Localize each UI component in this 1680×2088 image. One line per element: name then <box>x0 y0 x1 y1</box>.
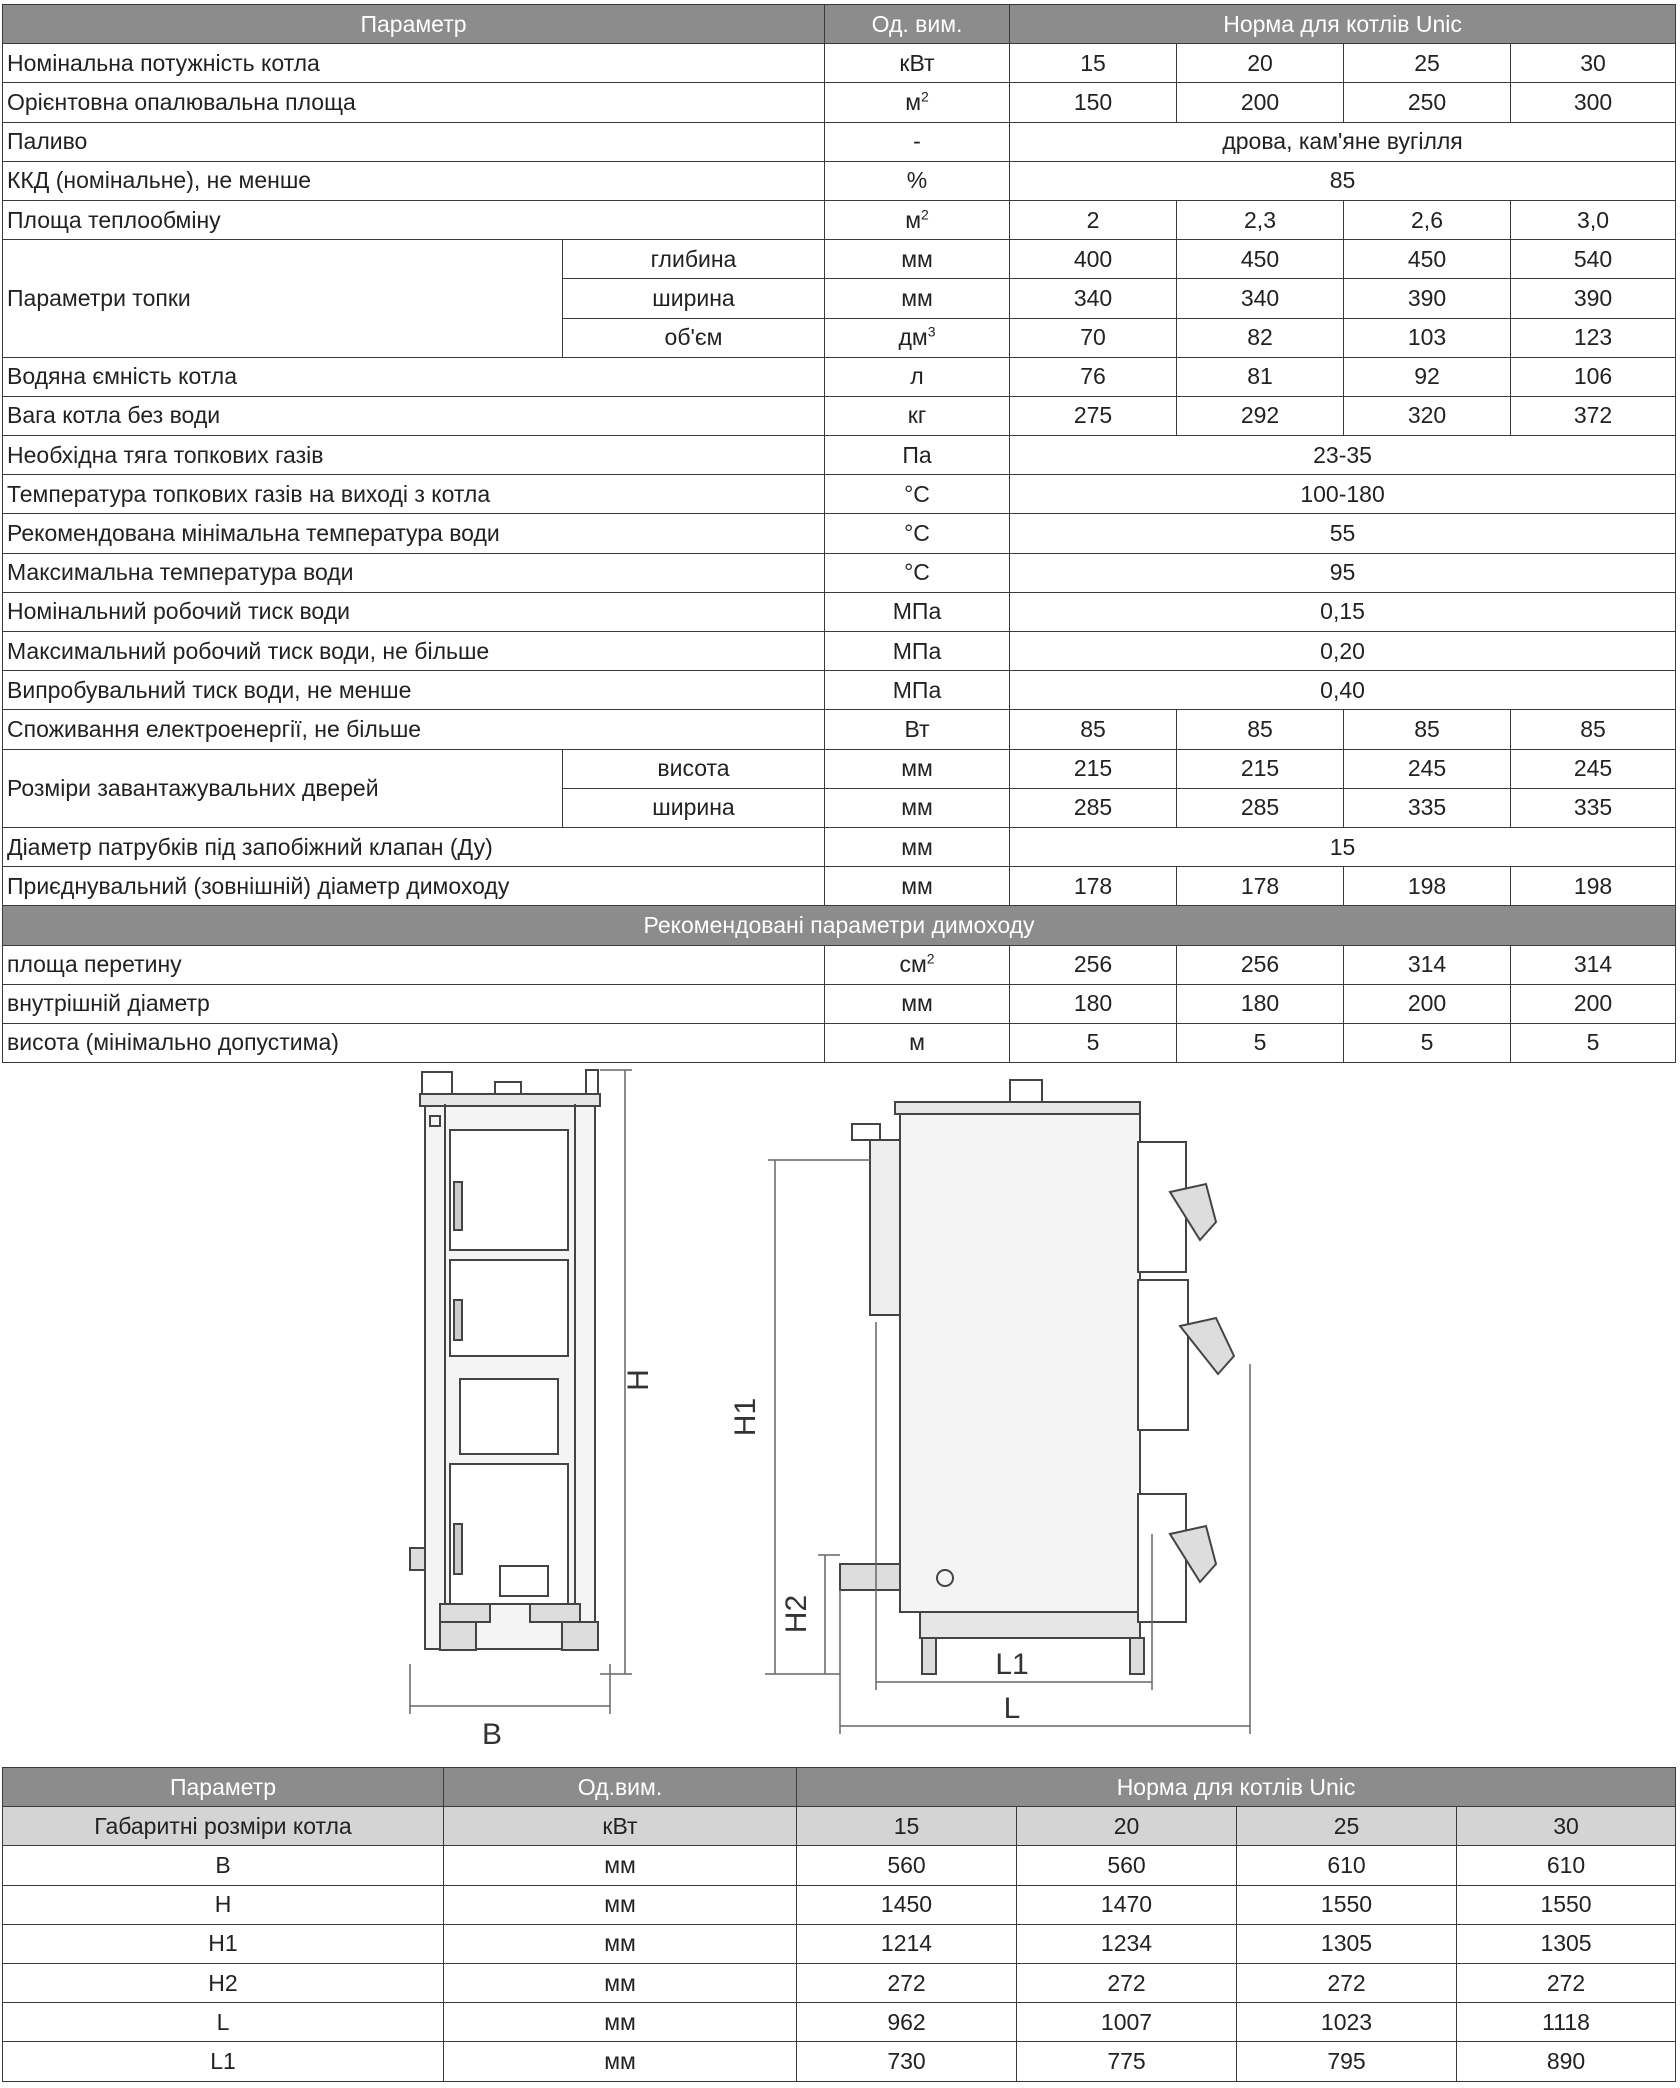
value-cell: 314 <box>1344 945 1511 984</box>
sub-label: ширина <box>563 279 825 318</box>
table-row <box>3 827 1676 866</box>
value-cell: 2,3 <box>1177 200 1344 239</box>
table-row <box>3 592 1676 631</box>
unit-exponent: 3 <box>927 323 936 340</box>
value-cell: 1007 <box>1017 2003 1237 2042</box>
value-cell: 92 <box>1344 357 1511 396</box>
value-cell: 540 <box>1511 240 1676 279</box>
value-cell: 1023 <box>1237 2003 1457 2042</box>
merged-value-cell: 0,40 <box>1010 671 1676 710</box>
subheader-value: 25 <box>1237 1807 1457 1846</box>
value-cell: 82 <box>1177 318 1344 357</box>
table-row <box>3 161 1676 200</box>
unit-cell <box>825 83 1010 122</box>
value-cell: 285 <box>1010 788 1177 827</box>
table-row <box>3 1924 1676 1963</box>
dim-label-l: L <box>1003 1692 1021 1725</box>
row-label: H2 <box>3 1963 444 2002</box>
value-cell: 314 <box>1511 945 1676 984</box>
unit-cell: мм <box>444 1885 797 1924</box>
value-cell: 85 <box>1010 710 1177 749</box>
merged-value-cell: 85 <box>1010 161 1676 200</box>
value-cell: 450 <box>1344 240 1511 279</box>
header-unit: Од.вим. <box>444 1768 797 1807</box>
table-row <box>3 749 1676 788</box>
value-cell: 70 <box>1010 318 1177 357</box>
unit-text: м <box>905 88 922 115</box>
unit-cell <box>825 475 1010 514</box>
value-cell: 1305 <box>1237 1924 1457 1963</box>
value-cell: 25 <box>1344 44 1511 83</box>
value-cell: 272 <box>1457 1963 1676 2002</box>
value-cell: 285 <box>1177 788 1344 827</box>
row-label: Споживання електроенергії, не більше <box>3 710 825 749</box>
dim-label-h: H <box>622 1369 655 1391</box>
row-label: висота (мінімально допустима) <box>3 1023 825 1062</box>
unit-text: °С <box>904 559 930 586</box>
value-cell: 1450 <box>797 1885 1017 1924</box>
unit-cell <box>825 671 1010 710</box>
unit-cell <box>825 279 1010 318</box>
subheader-param: Габаритні розміри котла <box>3 1807 444 1846</box>
table-row <box>3 514 1676 553</box>
unit-text: мм <box>901 833 933 860</box>
value-cell: 245 <box>1511 749 1676 788</box>
unit-text: м <box>905 206 922 233</box>
boiler-dimension-drawing <box>400 1064 1280 1744</box>
value-cell: 1470 <box>1017 1885 1237 1924</box>
chimney-section-header <box>3 906 1676 945</box>
unit-cell <box>825 592 1010 631</box>
value-cell: 178 <box>1010 867 1177 906</box>
row-label: H1 <box>3 1924 444 1963</box>
value-cell: 198 <box>1344 867 1511 906</box>
unit-text: МПа <box>892 676 942 703</box>
unit-cell <box>825 749 1010 788</box>
value-cell: 5 <box>1010 1023 1177 1062</box>
unit-text: °С <box>904 480 930 507</box>
value-cell: 610 <box>1237 1846 1457 1885</box>
row-label: Номінальний робочий тиск води <box>3 592 825 631</box>
value-cell: 390 <box>1344 279 1511 318</box>
unit-cell <box>825 436 1010 475</box>
value-cell: 20 <box>1177 44 1344 83</box>
value-cell: 775 <box>1017 2042 1237 2081</box>
header-norm: Норма для котлів Unic <box>797 1768 1676 1807</box>
row-label: Максимальний робочий тиск води, не більше <box>3 632 825 671</box>
subheader-unit: кВт <box>444 1807 797 1846</box>
value-cell: 85 <box>1511 710 1676 749</box>
subheader-value: 15 <box>797 1807 1017 1846</box>
value-cell: 2 <box>1010 200 1177 239</box>
unit-exponent: 2 <box>921 205 929 222</box>
merged-value-cell: 23-35 <box>1010 436 1676 475</box>
row-label: Максимальна температура води <box>3 553 825 592</box>
unit-exponent: 2 <box>926 950 935 967</box>
value-cell: 150 <box>1010 83 1177 122</box>
unit-text: Па <box>902 441 932 468</box>
value-cell: 1214 <box>797 1924 1017 1963</box>
value-cell: 400 <box>1010 240 1177 279</box>
value-cell: 245 <box>1344 749 1511 788</box>
value-cell: 5 <box>1511 1023 1676 1062</box>
merged-value-cell: 95 <box>1010 553 1676 592</box>
unit-text: Вт <box>904 715 930 742</box>
value-cell: 178 <box>1177 867 1344 906</box>
unit-text: мм <box>901 990 933 1017</box>
value-cell: 372 <box>1511 396 1676 435</box>
table-row <box>3 632 1676 671</box>
header-param: Параметр <box>3 5 825 44</box>
unit-cell <box>825 396 1010 435</box>
value-cell: 256 <box>1177 945 1344 984</box>
row-label: Приєднувальний (зовнішній) діаметр димоходу <box>3 867 825 906</box>
specs-table-body <box>3 44 1676 1063</box>
table-row <box>3 945 1676 984</box>
unit-text: - <box>913 128 921 155</box>
value-cell: 1550 <box>1237 1885 1457 1924</box>
dimensions-table-subheader <box>3 1807 1676 1846</box>
unit-cell <box>825 710 1010 749</box>
merged-value-cell: 15 <box>1010 827 1676 866</box>
dim-label-b: B <box>481 1718 503 1744</box>
boiler-side-view <box>840 1080 1234 1674</box>
row-label: Орієнтовна опалювальна площа <box>3 83 825 122</box>
unit-cell: мм <box>444 1963 797 2002</box>
value-cell: 340 <box>1177 279 1344 318</box>
table-row <box>3 1846 1676 1885</box>
value-cell: 81 <box>1177 357 1344 396</box>
value-cell: 1550 <box>1457 1885 1676 1924</box>
unit-cell <box>825 200 1010 239</box>
unit-cell <box>825 632 1010 671</box>
value-cell: 1234 <box>1017 1924 1237 1963</box>
group-label: Розміри завантажувальних дверей <box>3 749 563 827</box>
chimney-header-text: Рекомендовані параметри димоходу <box>3 906 1676 945</box>
row-label: Діаметр патрубків під запобіжний клапан (Ду) <box>3 827 825 866</box>
table-row <box>3 710 1676 749</box>
value-cell: 15 <box>1010 44 1177 83</box>
dimensions-table-body <box>3 1846 1676 2081</box>
table-row <box>3 44 1676 83</box>
row-label: Вага котла без води <box>3 396 825 435</box>
value-cell: 200 <box>1344 984 1511 1023</box>
value-cell: 30 <box>1511 44 1676 83</box>
table-row <box>3 83 1676 122</box>
row-label: B <box>3 1846 444 1885</box>
unit-text: кВт <box>899 49 935 76</box>
row-label: Площа теплообміну <box>3 200 825 239</box>
value-cell: 272 <box>797 1963 1017 2002</box>
sub-label: об'єм <box>563 318 825 357</box>
value-cell: 390 <box>1511 279 1676 318</box>
table-row <box>3 436 1676 475</box>
unit-text: дм <box>898 324 928 351</box>
value-cell: 962 <box>797 2003 1017 2042</box>
unit-cell <box>825 1023 1010 1062</box>
unit-cell <box>825 318 1010 357</box>
row-label: Номінальна потужність котла <box>3 44 825 83</box>
table-row <box>3 357 1676 396</box>
subheader-value: 30 <box>1457 1807 1676 1846</box>
value-cell: 198 <box>1511 867 1676 906</box>
row-label: H <box>3 1885 444 1924</box>
value-cell: 335 <box>1511 788 1676 827</box>
specs-table-header <box>3 5 1676 44</box>
unit-cell: мм <box>444 2042 797 2081</box>
value-cell: 730 <box>797 2042 1017 2081</box>
value-cell: 85 <box>1344 710 1511 749</box>
value-cell: 200 <box>1511 984 1676 1023</box>
unit-text: мм <box>901 794 933 821</box>
unit-text: МПа <box>892 598 942 625</box>
dimensions-table <box>2 1767 1676 2082</box>
unit-text: л <box>910 363 924 390</box>
value-cell: 180 <box>1177 984 1344 1023</box>
unit-cell: мм <box>444 2003 797 2042</box>
value-cell: 320 <box>1344 396 1511 435</box>
unit-cell <box>825 788 1010 827</box>
value-cell: 795 <box>1237 2042 1457 2081</box>
table-row <box>3 984 1676 1023</box>
row-label: Випробувальний тиск води, не менше <box>3 671 825 710</box>
table-row <box>3 2042 1676 2081</box>
unit-text: °С <box>904 520 930 547</box>
value-cell: 2,6 <box>1344 200 1511 239</box>
header-unit: Од. вим. <box>825 5 1010 44</box>
specs-table <box>2 4 1676 1063</box>
unit-text: мм <box>901 245 933 272</box>
merged-value-cell: 100-180 <box>1010 475 1676 514</box>
merged-value-cell: 0,15 <box>1010 592 1676 631</box>
table-row <box>3 867 1676 906</box>
value-cell: 103 <box>1344 318 1511 357</box>
row-label: внутрішній діаметр <box>3 984 825 1023</box>
value-cell: 215 <box>1177 749 1344 788</box>
dim-label-l1: L1 <box>995 1648 1029 1681</box>
value-cell: 300 <box>1511 83 1676 122</box>
dim-label-h2: H2 <box>780 1594 813 1634</box>
merged-value-cell: 55 <box>1010 514 1676 553</box>
unit-text: мм <box>901 755 933 782</box>
unit-cell <box>825 122 1010 161</box>
row-label: Необхідна тяга топкових газів <box>3 436 825 475</box>
table-row <box>3 2003 1676 2042</box>
sub-label: висота <box>563 749 825 788</box>
row-label: Рекомендована мінімальна температура води <box>3 514 825 553</box>
value-cell: 610 <box>1457 1846 1676 1885</box>
unit-exponent: 2 <box>921 88 929 105</box>
value-cell: 292 <box>1177 396 1344 435</box>
sub-label: глибина <box>563 240 825 279</box>
table-row <box>3 1963 1676 2002</box>
value-cell: 272 <box>1237 1963 1457 2002</box>
value-cell: 340 <box>1010 279 1177 318</box>
unit-text: м <box>909 1029 925 1056</box>
table-row <box>3 1023 1676 1062</box>
unit-cell: мм <box>444 1924 797 1963</box>
dimensions-table-header <box>3 1768 1676 1807</box>
value-cell: 1118 <box>1457 2003 1676 2042</box>
value-cell: 272 <box>1017 1963 1237 2002</box>
table-row <box>3 200 1676 239</box>
row-label: ККД (номінальне), не менше <box>3 161 825 200</box>
value-cell: 275 <box>1010 396 1177 435</box>
table-row <box>3 240 1676 279</box>
unit-cell <box>825 44 1010 83</box>
value-cell: 560 <box>797 1846 1017 1885</box>
value-cell: 180 <box>1010 984 1177 1023</box>
unit-cell <box>825 945 1010 984</box>
group-label: Параметри топки <box>3 240 563 358</box>
table-row <box>3 1885 1676 1924</box>
value-cell: 450 <box>1177 240 1344 279</box>
value-cell: 215 <box>1010 749 1177 788</box>
value-cell: 5 <box>1177 1023 1344 1062</box>
unit-text: % <box>906 167 928 194</box>
value-cell: 123 <box>1511 318 1676 357</box>
table-row <box>3 122 1676 161</box>
unit-cell <box>825 514 1010 553</box>
header-param: Параметр <box>3 1768 444 1807</box>
unit-cell <box>825 553 1010 592</box>
value-cell: 890 <box>1457 2042 1676 2081</box>
unit-text: кг <box>907 402 927 429</box>
table-row <box>3 553 1676 592</box>
row-label: Температура топкових газів на виході з котла <box>3 475 825 514</box>
boiler-front-view <box>410 1070 600 1650</box>
unit-text: см <box>899 951 927 978</box>
value-cell: 5 <box>1344 1023 1511 1062</box>
unit-cell <box>825 984 1010 1023</box>
merged-value-cell: дрова, кам'яне вугілля <box>1010 122 1676 161</box>
unit-text: МПа <box>892 637 942 664</box>
unit-cell <box>825 161 1010 200</box>
table-row <box>3 396 1676 435</box>
merged-value-cell: 0,20 <box>1010 632 1676 671</box>
unit-cell <box>825 240 1010 279</box>
unit-cell <box>825 867 1010 906</box>
value-cell: 256 <box>1010 945 1177 984</box>
value-cell: 106 <box>1511 357 1676 396</box>
unit-text: мм <box>901 872 933 899</box>
row-label: площа перетину <box>3 945 825 984</box>
value-cell: 1305 <box>1457 1924 1676 1963</box>
table-row <box>3 475 1676 514</box>
row-label: Водяна ємність котла <box>3 357 825 396</box>
value-cell: 3,0 <box>1511 200 1676 239</box>
unit-cell <box>825 827 1010 866</box>
value-cell: 76 <box>1010 357 1177 396</box>
value-cell: 85 <box>1177 710 1344 749</box>
value-cell: 335 <box>1344 788 1511 827</box>
unit-cell: мм <box>444 1846 797 1885</box>
row-label: L <box>3 2003 444 2042</box>
sub-label: ширина <box>563 788 825 827</box>
row-label: Паливо <box>3 122 825 161</box>
header-norm: Норма для котлів Unic <box>1010 5 1676 44</box>
dim-label-h1: H1 <box>729 1397 762 1437</box>
value-cell: 200 <box>1177 83 1344 122</box>
unit-text: мм <box>901 284 933 311</box>
subheader-value: 20 <box>1017 1807 1237 1846</box>
unit-cell <box>825 357 1010 396</box>
table-row <box>3 671 1676 710</box>
row-label: L1 <box>3 2042 444 2081</box>
value-cell: 560 <box>1017 1846 1237 1885</box>
value-cell: 250 <box>1344 83 1511 122</box>
